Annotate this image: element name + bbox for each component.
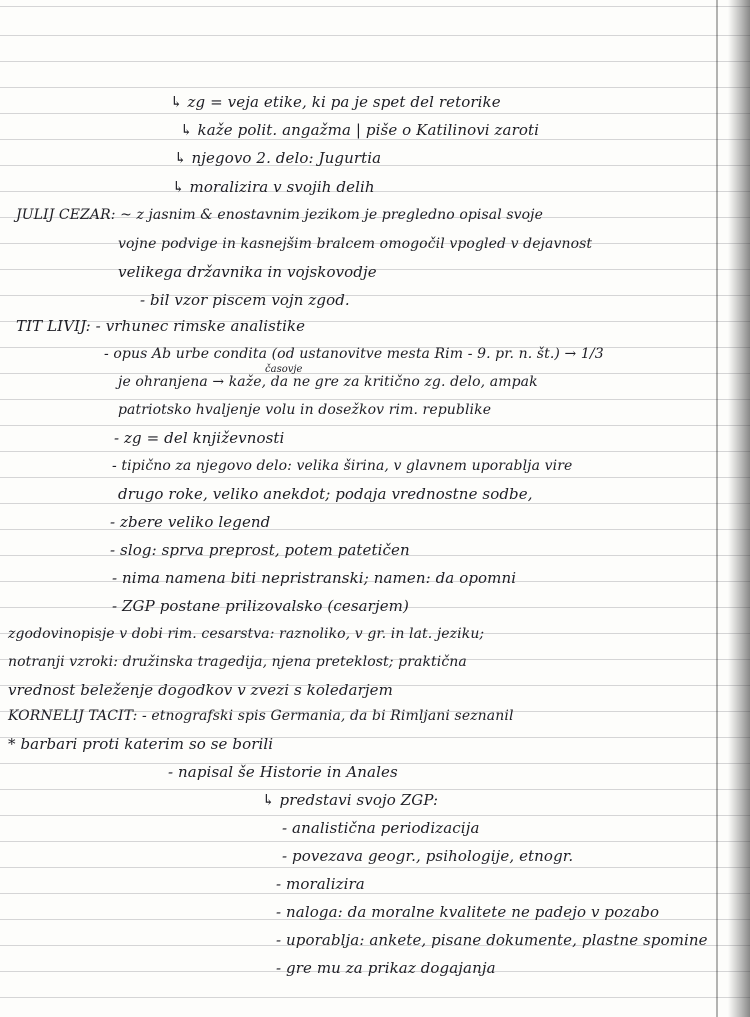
- note-line-21: notranji vzroki: družinska tragedija, njena preteklost; praktična: [8, 654, 467, 670]
- note-line-7: velikega državnika in vojskovodje: [118, 263, 377, 281]
- note-line-22: vrednost beleženje dogodkov v zvezi s koledarjem: [8, 681, 393, 699]
- note-line-18: - nima namena biti nepristranski; namen: da opomni: [112, 569, 517, 587]
- note-line-31: - uporablja: ankete, pisane dokumente, plastne spomine: [276, 931, 708, 949]
- section-tit-livij: TIT LIVIJ: - vrhunec rimske analistike: [16, 317, 306, 335]
- note-line-16: - zbere veliko legend: [110, 513, 271, 531]
- note-line-29: - moralizira: [276, 875, 365, 893]
- note-line-27: - analistična periodizacija: [282, 819, 480, 837]
- note-line-13: - zg = del književnosti: [114, 429, 285, 447]
- note-line-25: - napisal še Historie in Anales: [168, 763, 398, 781]
- note-line-28: - povezava geogr., psihologije, etnogr.: [282, 847, 574, 865]
- note-line-15: drugo roke, veliko anekdot; podaja vrednostne sodbe,: [118, 485, 533, 503]
- note-line-17: - slog: sprva preprost, potem patetičen: [110, 541, 410, 559]
- note-line-11: je ohranjena → kaže, da ne gre za kritično zg. delo, ampak: [118, 374, 538, 390]
- note-line-4: ↳ moralizira v svojih delih: [172, 178, 375, 196]
- note-line-26: ↳ predstavi svojo ZGP:: [262, 791, 439, 809]
- note-line-2: ↳ kaže polit. angažma | piše o Katilinovi zaroti: [180, 121, 540, 139]
- note-line-24: * barbari proti katerim so se borili: [8, 735, 274, 753]
- scan-edge-shadow: [728, 0, 750, 1017]
- note-line-1: ↳ zg = veja etike, ki pa je spet del retorike: [170, 93, 501, 111]
- note-line-20: zgodovinopisje v dobi rim. cesarstva: raznoliko, v gr. in lat. jeziku;: [8, 626, 485, 642]
- note-line-32: - gre mu za prikaz dogajanja: [276, 959, 496, 977]
- note-line-14: - tipično za njegovo delo: velika širina, v glavnem uporablja vire: [112, 458, 573, 474]
- scan-streak: [716, 0, 718, 1017]
- note-line-6: vojne podvige in kasnejšim bralcem omogočil vpogled v dejavnost: [118, 236, 593, 252]
- section-kornelij-tacit: KORNELIJ TACIT: - etnografski spis Germania, da bi Rimljani seznanil: [8, 708, 514, 724]
- note-line-8: - bil vzor piscem vojn zgod.: [140, 291, 350, 309]
- note-line-30: - naloga: da moralne kvalitete ne padejo v pozabo: [276, 903, 660, 921]
- note-line-10: - opus Ab urbe condita (od ustanovitve mesta Rim - 9. pr. n. št.) → 1/3: [104, 346, 604, 362]
- section-julij-cezar: JULIJ CEZAR: ~ z jasnim & enostavnim jezikom je pregledno opisal svoje: [16, 207, 543, 223]
- note-line-19: - ZGP postane prilizovalsko (cesarjem): [112, 597, 409, 615]
- note-line-12: patriotsko hvaljenje volu in dosežkov rim. republike: [118, 402, 492, 418]
- margin-annotation: časovje: [265, 364, 303, 375]
- note-line-3: ↳ njegovo 2. delo: Jugurtia: [174, 149, 382, 167]
